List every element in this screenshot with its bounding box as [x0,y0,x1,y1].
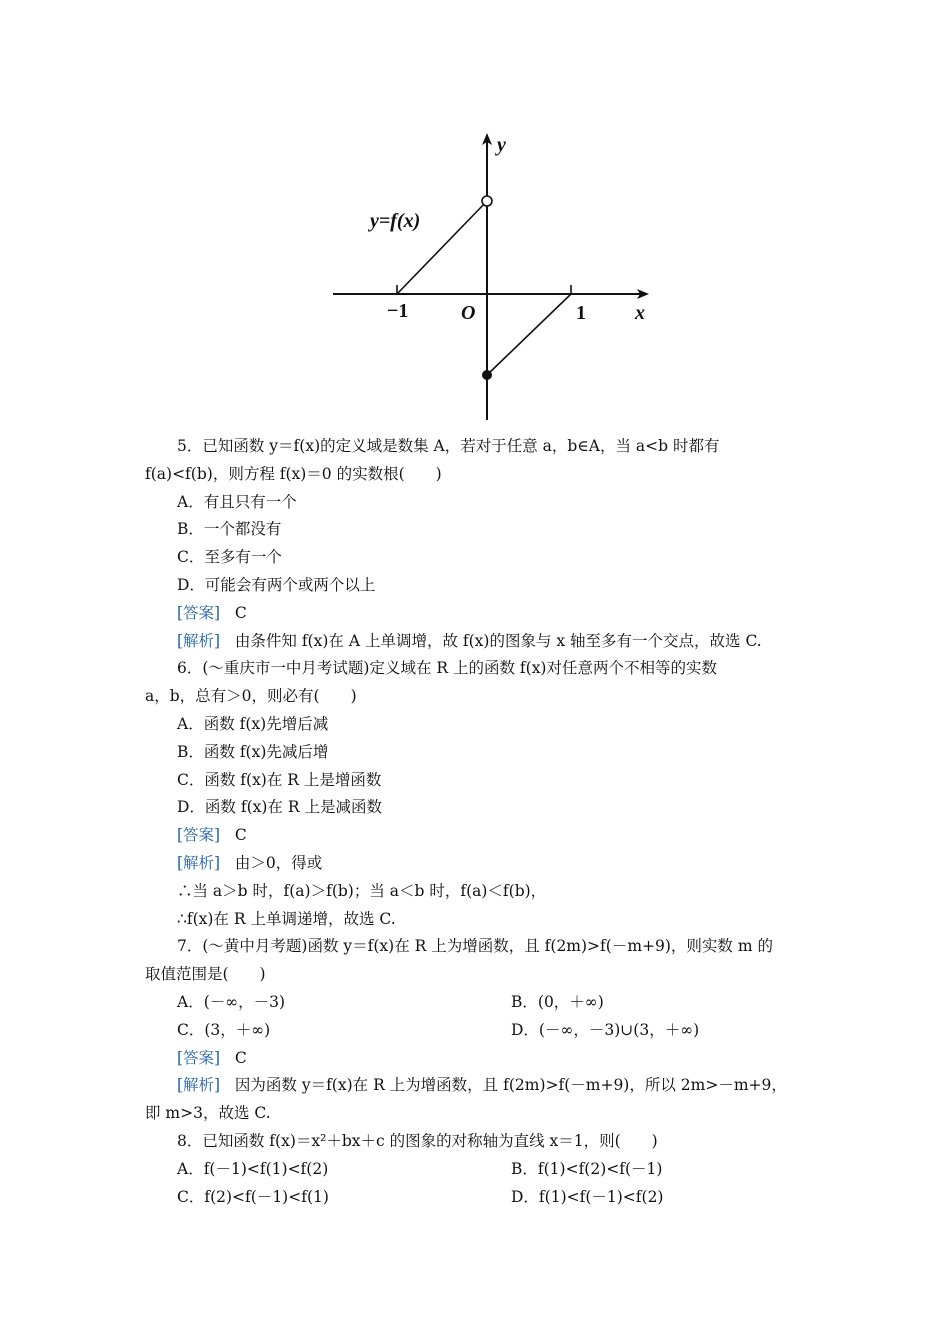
neg1-label: −1 [387,300,409,322]
function-label: y=f(x) [370,210,421,232]
q6-analysis-tag: [解析] [177,853,221,872]
q8-option-d: D．f(1)<f(－1)<f(2) [511,1187,664,1206]
q5-analysis-text: 由条件知 f(x)在 A 上单调增，故 f(x)的图象与 x 轴至多有一个交点，故选 C. [234,631,762,650]
q5-option-c: C．至多有一个 [177,548,282,567]
q5-option-b: B．一个都没有 [177,520,282,539]
q6-answer-value: C [234,826,247,845]
q7-answer-value: C [234,1048,247,1067]
q8-options-row-1 [145,1156,810,1184]
q6-option-a: A．函数 f(x)先增后减 [177,714,329,733]
q5-answer [145,600,810,628]
q8-option-b: B．f(1)<f(2)<f(－1) [511,1159,663,1178]
q8-options-row-2 [145,1184,810,1212]
origin-label: O [461,302,476,324]
q8-option-c: C．f(2)<f(－1)<f(1) [177,1187,329,1206]
q7-analysis-text: 因为函数 y＝f(x)在 R 上为增函数，且 f(2m)>f(－m+9)，所以 2m>－m+9， [234,1076,787,1095]
closed-endpoint [482,370,492,380]
function-graph-figure [325,125,655,425]
q7-option-b: B．(0，＋∞) [511,992,604,1011]
graph-segment-right [487,294,571,375]
q6-analysis-line-1: ∴当 a＞b 时，f(a)＞f(b)；当 a＜b 时，f(a)＜f(b)， [177,881,547,900]
q6-answer-tag: [答案] [177,826,221,845]
q8-option-a: A．f(－1)<f(1)<f(2) [177,1159,329,1178]
q5-option-a: A．有且只有一个 [177,492,297,511]
q5-stem-1: 5．已知函数 y＝f(x)的定义域是数集 A，若对于任意 a，b∈A，当 a<b 时都有 [177,437,720,455]
q6-answer [145,822,810,850]
q6-analysis [145,850,810,878]
open-endpoint [482,196,492,206]
q6-stem-1: 6．(～重庆市一中月考试题)定义域在 R 上的函数 f(x)对任意两个不相等的实数 [177,659,717,678]
q7-option-a: A．(－∞，－3) [177,992,286,1011]
q5-answer-tag: [答案] [177,603,221,622]
q7-options-row-2 [145,1017,810,1045]
q6-analysis-line-2: ∴f(x)在 R 上单调递增，故选 C. [177,909,396,928]
q5-answer-value: C [234,603,247,622]
q6-option-c: C．函数 f(x)在 R 上是增函数 [177,770,382,789]
q7-answer [145,1045,810,1073]
q7-answer-tag: [答案] [177,1048,221,1067]
q6-stem-2: a，b，总有＞0，则必有( ) [145,687,357,706]
q7-analysis [145,1072,810,1100]
function-graph [325,125,655,425]
y-axis-label: y [497,134,506,156]
q6-option-d: D．函数 f(x)在 R 上是减函数 [177,798,382,817]
q6-option-b: B．函数 f(x)先减后增 [177,742,329,761]
question-list [145,433,810,1211]
q5-analysis-tag: [解析] [177,631,221,650]
q5-option-d: D．可能会有两个或两个以上 [177,575,376,594]
q5-stem-2: f(a)<f(b)，则方程 f(x)＝0 的实数根( ) [145,464,442,483]
q7-analysis-line-1: 即 m>3，故选 C. [145,1104,271,1123]
q7-option-d: D．(－∞，－3)∪(3，＋∞) [511,1020,700,1039]
x-axis-label: x [635,302,645,324]
q7-analysis-tag: [解析] [177,1076,221,1095]
q8-stem-1: 8．已知函数 f(x)＝x²＋bx＋c 的图象的对称轴为直线 x＝1，则( ) [177,1131,658,1150]
q7-stem-1: 7．(～黄中月考题)函数 y＝f(x)在 R 上为增函数，且 f(2m)>f(－m+9)，则实数 m 的 [177,937,773,956]
pos1-label: 1 [576,302,586,324]
q7-stem-2: 取值范围是( ) [145,965,266,984]
q7-option-c: C．(3，＋∞) [177,1020,271,1039]
q7-options-row-1 [145,989,810,1017]
q6-analysis-text: 由＞0，得或 [234,853,323,872]
q5-analysis [145,628,810,656]
